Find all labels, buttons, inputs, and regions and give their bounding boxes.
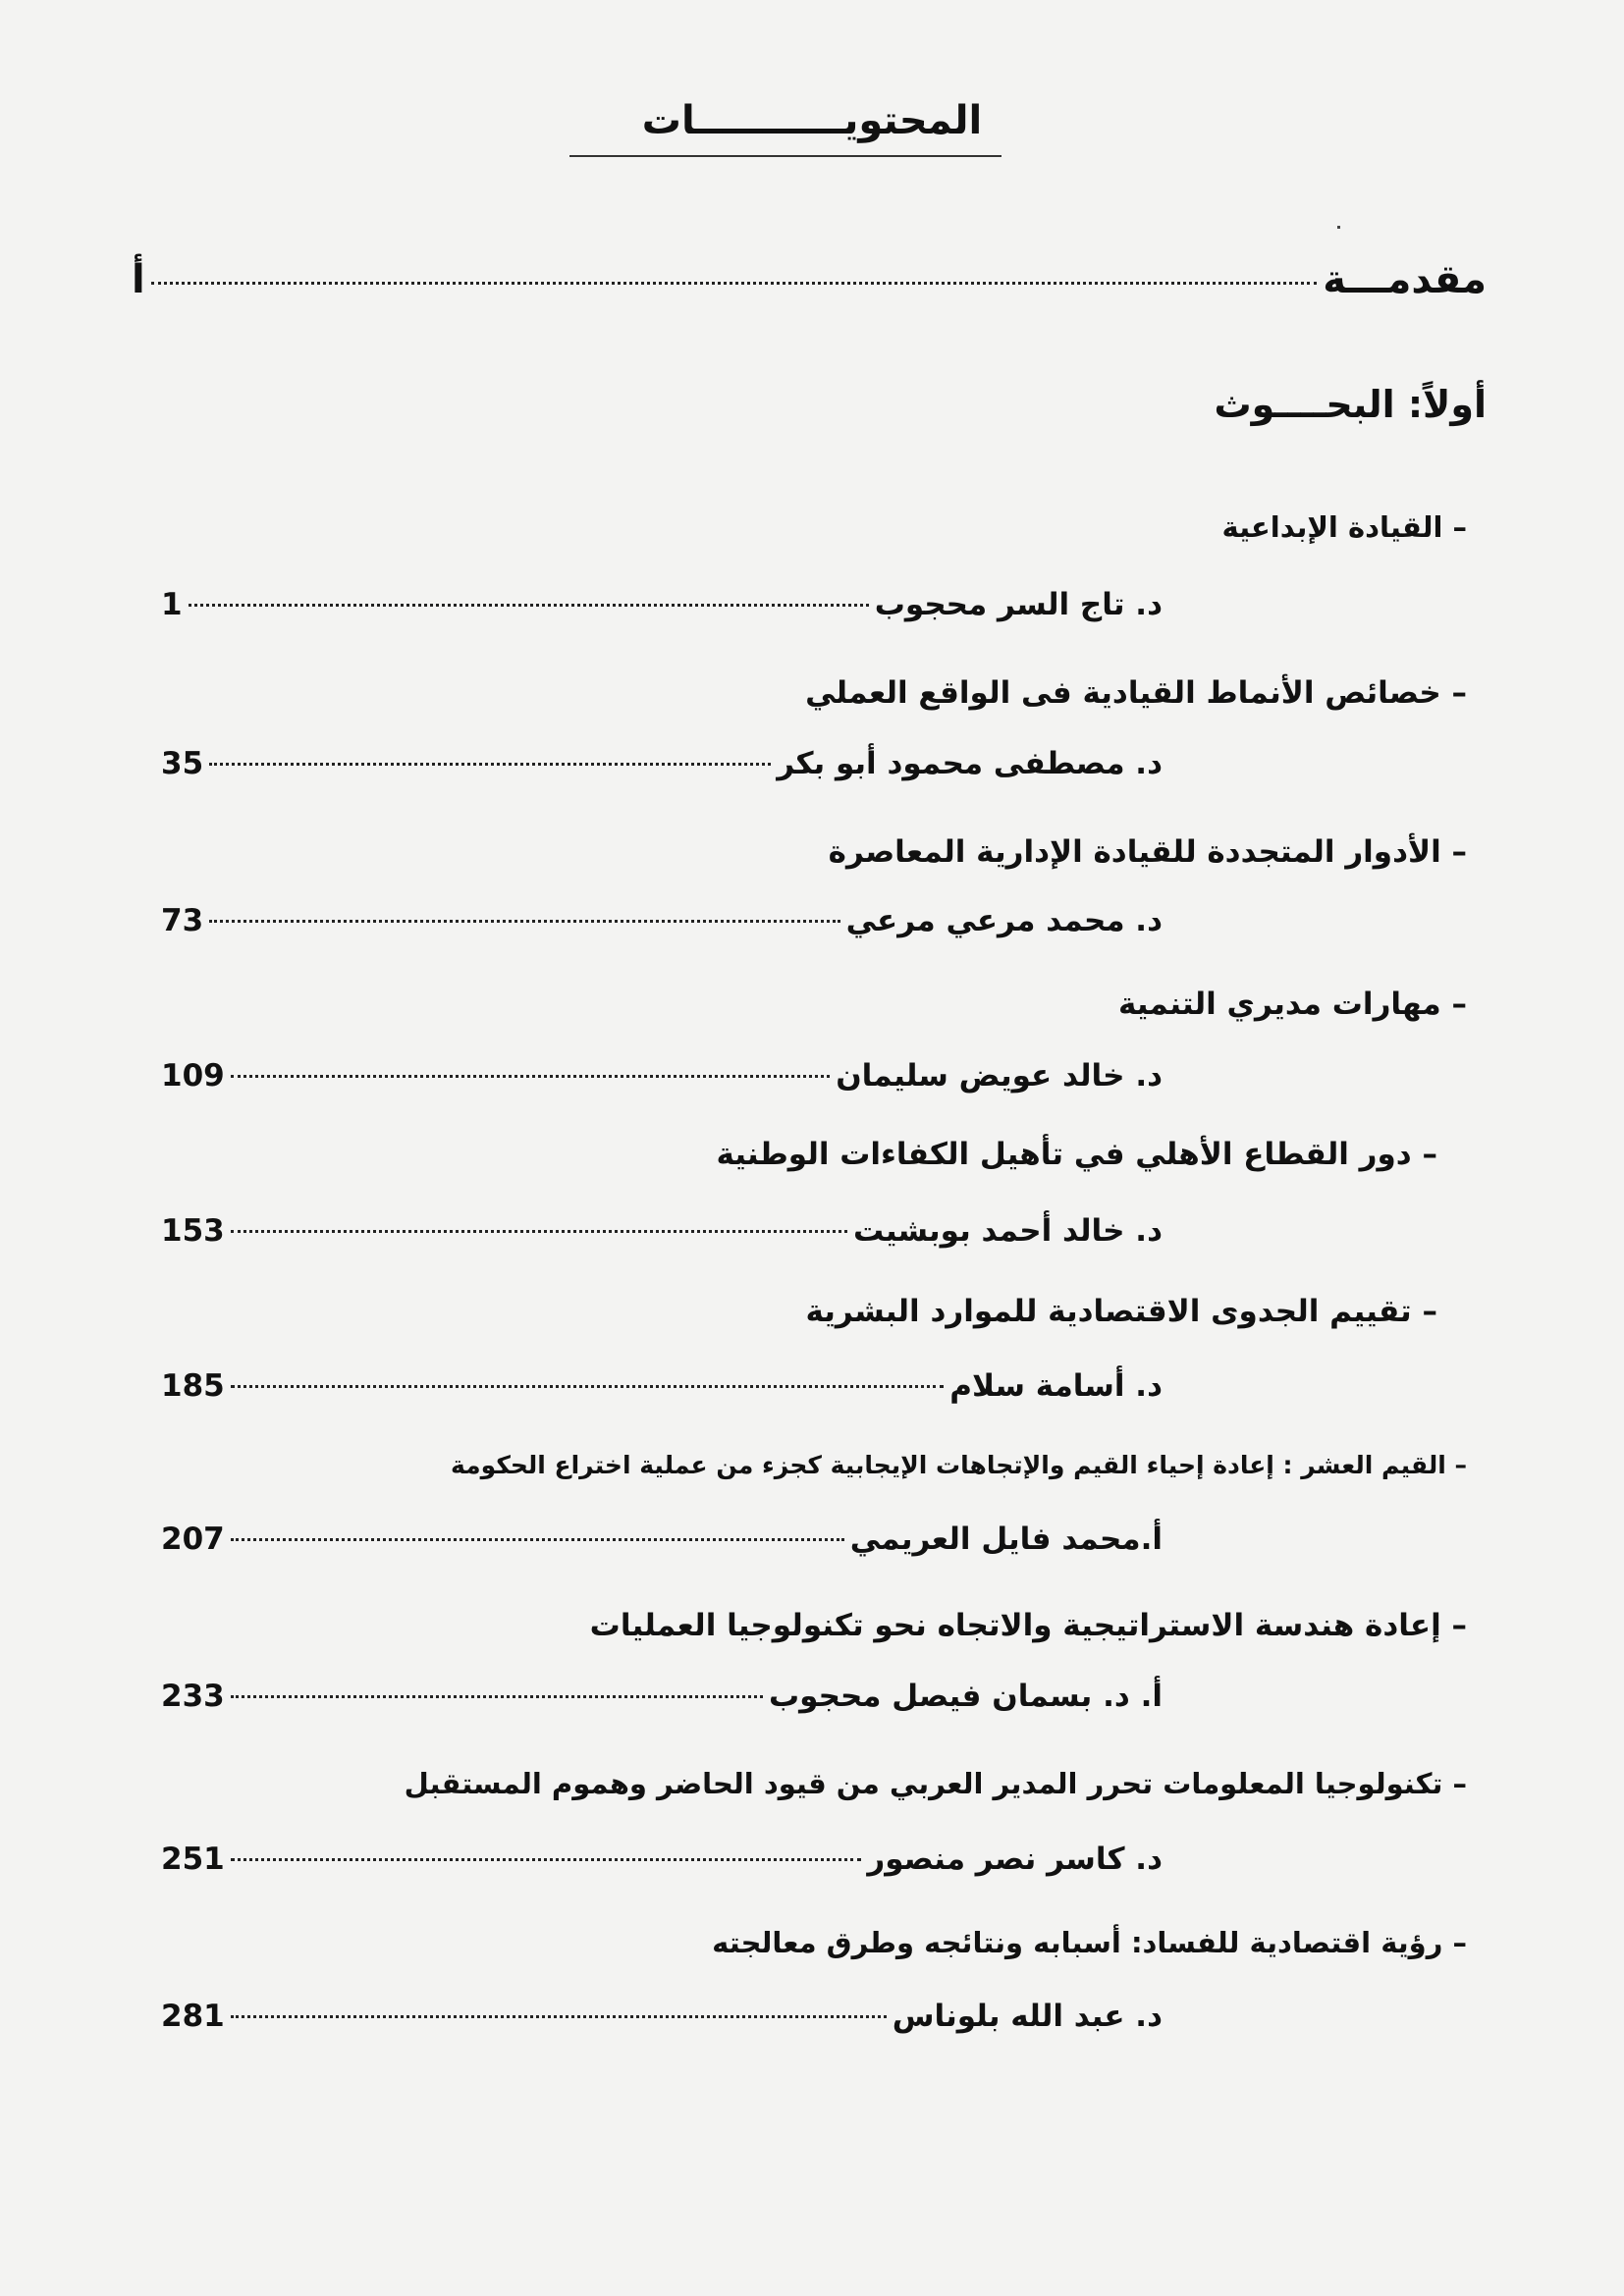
toc-entry-author: د. كاسر نصر منصور bbox=[867, 1842, 1163, 1877]
leader-dots bbox=[231, 1695, 763, 1698]
leader-dots bbox=[189, 604, 869, 607]
toc-entry-row[interactable] bbox=[161, 1999, 1163, 2034]
toc-entry-row[interactable] bbox=[161, 1842, 1163, 1877]
toc-entry-page: 1 bbox=[161, 587, 183, 622]
leader-dots bbox=[151, 282, 1318, 285]
toc-entry-title: – مهارات مديري التنمية bbox=[1117, 987, 1467, 1022]
toc-entry-title: – دور القطاع الأهلي في تأهيل الكفاءات الوطنية bbox=[716, 1137, 1437, 1172]
toc-entry-row[interactable] bbox=[161, 1679, 1163, 1714]
toc-entry-title: – خصائص الأنماط القيادية فى الواقع العملي bbox=[805, 675, 1467, 711]
toc-entry-author: د. تاج السر محجوب bbox=[874, 587, 1163, 622]
toc-entry-title: – القيم العشر : إعادة إحياء القيم والإتجاهات الإيجابية كجزء من عملية اختراع الحكومة bbox=[451, 1451, 1467, 1479]
toc-entry-title: – تقييم الجدوى الاقتصادية للموارد البشرية bbox=[805, 1294, 1437, 1329]
toc-entry-page: 251 bbox=[161, 1842, 225, 1877]
leader-dots bbox=[209, 763, 771, 766]
toc-entry-row[interactable] bbox=[161, 1213, 1163, 1249]
toc-entry-page: 109 bbox=[161, 1058, 225, 1094]
leader-dots bbox=[231, 1075, 830, 1078]
page-title: المحتويـــــــــــات bbox=[641, 98, 983, 143]
leader-dots bbox=[231, 1858, 862, 1861]
leader-dots bbox=[209, 920, 840, 923]
toc-entry-row[interactable] bbox=[161, 1368, 1163, 1404]
leader-dots bbox=[231, 1230, 847, 1233]
toc-entry-title: – رؤية اقتصادية للفساد: أسبابه ونتائجه وطرق معالجته bbox=[712, 1926, 1467, 1959]
toc-intro-page: أ bbox=[132, 257, 145, 302]
toc-entry-author: د. خالد عويض سليمان bbox=[836, 1058, 1163, 1094]
toc-entry-page: 153 bbox=[161, 1213, 225, 1249]
toc-entry-title: – الأدوار المتجددة للقيادة الإدارية المعاصرة bbox=[828, 834, 1467, 870]
toc-entry-page: 207 bbox=[161, 1522, 225, 1557]
toc-entry-author: د. محمد مرعي مرعي bbox=[845, 903, 1163, 938]
toc-entry-page: 233 bbox=[161, 1679, 225, 1714]
toc-entry-page: 185 bbox=[161, 1368, 225, 1404]
toc-entry-author: د. أسامة سلام bbox=[949, 1368, 1163, 1404]
toc-entry-author: أ.محمد فايل العريمي bbox=[849, 1522, 1163, 1557]
toc-entry-title: – تكنولوجيا المعلومات تحرر المدير العربي من قيود الحاضر وهموم المستقبل bbox=[404, 1767, 1467, 1800]
section-heading: أولاً: البحــــوث bbox=[1214, 383, 1487, 426]
toc-entry-row[interactable] bbox=[161, 746, 1163, 781]
toc-entry-author: د. خالد أحمد بوبشيت bbox=[853, 1213, 1163, 1249]
toc-intro-label: مقدمـــة bbox=[1323, 257, 1487, 302]
divider-mark bbox=[1337, 226, 1340, 229]
toc-entry-row[interactable] bbox=[161, 1522, 1163, 1557]
toc-entry-row[interactable] bbox=[161, 1058, 1163, 1094]
toc-entry-author: د. مصطفى محمود أبو بكر bbox=[777, 746, 1163, 781]
toc-entry-title: – إعادة هندسة الاستراتيجية والاتجاه نحو تكنولوجيا العمليات bbox=[589, 1608, 1467, 1643]
toc-entry-page: 73 bbox=[161, 903, 204, 938]
toc-entry-title: – القيادة الإبداعية bbox=[1221, 510, 1467, 544]
toc-entry-page: 281 bbox=[161, 1999, 225, 2034]
toc-entry-row[interactable] bbox=[161, 903, 1163, 938]
toc-entry-row[interactable] bbox=[161, 587, 1163, 622]
leader-dots bbox=[231, 1385, 945, 1388]
leader-dots bbox=[231, 1538, 844, 1541]
leader-dots bbox=[231, 2015, 887, 2018]
toc-entry-page: 35 bbox=[161, 746, 204, 781]
toc-entry-author: أ. د. بسمان فيصل محجوب bbox=[769, 1679, 1163, 1714]
toc-entry-author: د. عبد الله بلوناس bbox=[892, 1999, 1163, 2034]
toc-intro-row[interactable] bbox=[132, 257, 1487, 302]
title-underline bbox=[569, 155, 1001, 157]
